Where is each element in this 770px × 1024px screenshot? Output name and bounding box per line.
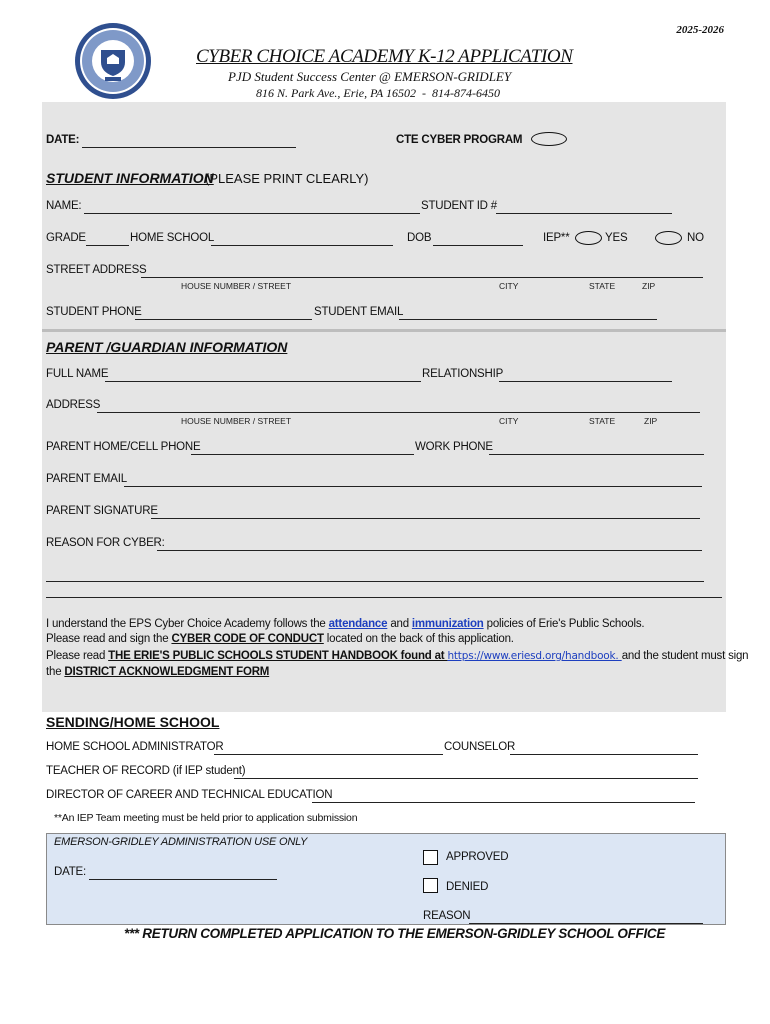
- reason-for-cyber-line-3[interactable]: [46, 586, 722, 598]
- parent-address-label: ADDRESS: [46, 399, 101, 411]
- parent-full-name-field[interactable]: [105, 370, 421, 382]
- notice-line-1: I understand the EPS Cyber Choice Academy follows the attendance and immunization policies of Erie's Public Schools.: [46, 618, 645, 630]
- parent-info-heading: PARENT /GUARDIAN INFORMATION: [46, 339, 288, 355]
- dob-field[interactable]: [433, 234, 523, 246]
- teacher-of-record-label: TEACHER OF RECORD (if IEP student): [46, 765, 246, 777]
- parent-state-caption: STATE: [589, 416, 616, 426]
- student-email-label: STUDENT EMAIL: [314, 306, 404, 318]
- parent-zip-caption: ZIP: [644, 416, 658, 426]
- counselor-field[interactable]: [510, 743, 698, 755]
- notice-line-2: Please read and sign the CYBER CODE OF CONDUCT located on the back of this application.: [46, 633, 514, 645]
- return-instruction: *** RETURN COMPLETED APPLICATION TO THE EMERSON-GRIDLEY SCHOOL OFFICE: [124, 926, 666, 941]
- zip-caption: ZIP: [642, 281, 656, 291]
- notice-line-3: Please read THE ERIE'S PUBLIC SCHOOLS STUDENT HANDBOOK found at https://www.eriesd.org/handbook. and the student must sign: [46, 650, 749, 662]
- iep-label: IEP**: [543, 232, 570, 244]
- relationship-label: RELATIONSHIP: [422, 368, 504, 380]
- parent-house-street-caption: HOUSE NUMBER / STREET: [181, 416, 292, 426]
- admin-reason-field[interactable]: [469, 912, 703, 924]
- admin-date-label: DATE:: [54, 866, 87, 878]
- section-divider: [42, 329, 726, 332]
- iep-no-label: NO: [687, 232, 704, 244]
- date-field[interactable]: [82, 136, 296, 148]
- approved-checkbox[interactable]: [423, 850, 438, 865]
- school-year: 2025-2026: [676, 24, 724, 36]
- admin-date-field[interactable]: [89, 868, 277, 880]
- cte-director-label: DIRECTOR OF CAREER AND TECHNICAL EDUCATION: [46, 789, 333, 801]
- denied-label: DENIED: [446, 881, 489, 893]
- student-email-field[interactable]: [399, 308, 657, 320]
- reason-for-cyber-line-2[interactable]: [46, 570, 704, 582]
- cte-cyber-label: CTE CYBER PROGRAM: [396, 134, 523, 146]
- date-label: DATE:: [46, 134, 80, 146]
- iep-meeting-note: **An IEP Team meeting must be held prior to application submission: [54, 812, 358, 824]
- parent-full-name-label: FULL NAME: [46, 368, 109, 380]
- cte-director-field[interactable]: [312, 791, 695, 803]
- iep-no-option[interactable]: [655, 231, 682, 245]
- iep-yes-label: YES: [605, 232, 628, 244]
- admin-use-heading: EMERSON-GRIDLEY ADMINISTRATION USE ONLY: [54, 836, 308, 848]
- school-seal-logo: [74, 22, 152, 100]
- sending-school-heading: SENDING/HOME SCHOOL: [46, 714, 220, 730]
- dob-label: DOB: [407, 232, 432, 244]
- form-title: CYBER CHOICE ACADEMY K-12 APPLICATION: [196, 46, 573, 67]
- reason-for-cyber-field[interactable]: [157, 539, 702, 551]
- street-address-field[interactable]: [141, 266, 703, 278]
- student-phone-field[interactable]: [135, 308, 312, 320]
- notice-line-4: the DISTRICT ACKNOWLEDGMENT FORM: [46, 666, 270, 678]
- student-name-field[interactable]: [84, 202, 420, 214]
- parent-signature-field[interactable]: [151, 507, 700, 519]
- school-address: 816 N. Park Ave., Erie, PA 16502 - 814-874-6450: [256, 86, 500, 100]
- counselor-label: COUNSELOR: [444, 741, 516, 753]
- home-school-admin-field[interactable]: [214, 743, 443, 755]
- state-caption: STATE: [589, 281, 616, 291]
- student-phone-label: STUDENT PHONE: [46, 306, 142, 318]
- reason-for-cyber-label: REASON FOR CYBER:: [46, 537, 165, 549]
- street-address-label: STREET ADDRESS: [46, 264, 147, 276]
- handbook-text: THE ERIE'S PUBLIC SCHOOLS STUDENT HANDBOOK found at: [108, 650, 448, 662]
- student-info-heading: STUDENT INFORMATION: [46, 170, 214, 186]
- attendance-link[interactable]: attendance: [328, 618, 388, 630]
- city-caption: CITY: [499, 281, 519, 291]
- work-phone-label: WORK PHONE: [415, 441, 493, 453]
- work-phone-field[interactable]: [489, 443, 704, 455]
- print-clearly-note: (PLEASE PRINT CLEARLY): [205, 171, 369, 186]
- iep-yes-option[interactable]: [575, 231, 602, 245]
- parent-signature-label: PARENT SIGNATURE: [46, 505, 158, 517]
- approved-label: APPROVED: [446, 851, 509, 863]
- denied-checkbox[interactable]: [423, 878, 438, 893]
- parent-phone-field[interactable]: [191, 443, 414, 455]
- parent-phone-label: PARENT HOME/CELL PHONE: [46, 441, 201, 453]
- home-school-field[interactable]: [211, 234, 393, 246]
- parent-city-caption: CITY: [499, 416, 519, 426]
- student-id-label: STUDENT ID #: [421, 200, 497, 212]
- parent-address-field[interactable]: [97, 401, 700, 413]
- district-acknowledgment-text: DISTRICT ACKNOWLEDGMENT FORM: [64, 666, 270, 678]
- grade-label: GRADE: [46, 232, 86, 244]
- code-of-conduct-text: CYBER CODE OF CONDUCT: [171, 633, 324, 645]
- parent-email-label: PARENT EMAIL: [46, 473, 127, 485]
- student-name-label: NAME:: [46, 200, 82, 212]
- immunization-link[interactable]: immunization: [411, 618, 484, 630]
- admin-reason-label: REASON: [423, 910, 471, 922]
- student-id-field[interactable]: [496, 202, 672, 214]
- home-school-label: HOME SCHOOL: [130, 232, 215, 244]
- parent-email-field[interactable]: [124, 475, 702, 487]
- relationship-field[interactable]: [499, 370, 672, 382]
- grade-field[interactable]: [86, 234, 129, 246]
- home-school-admin-label: HOME SCHOOL ADMINISTRATOR: [46, 741, 224, 753]
- cte-cyber-option[interactable]: [531, 132, 567, 146]
- form-subtitle: PJD Student Success Center @ EMERSON-GRIDLEY: [228, 69, 512, 84]
- handbook-url-link[interactable]: https://www.eriesd.org/handbook.: [447, 650, 622, 662]
- teacher-of-record-field[interactable]: [234, 767, 698, 779]
- house-street-caption: HOUSE NUMBER / STREET: [181, 281, 292, 291]
